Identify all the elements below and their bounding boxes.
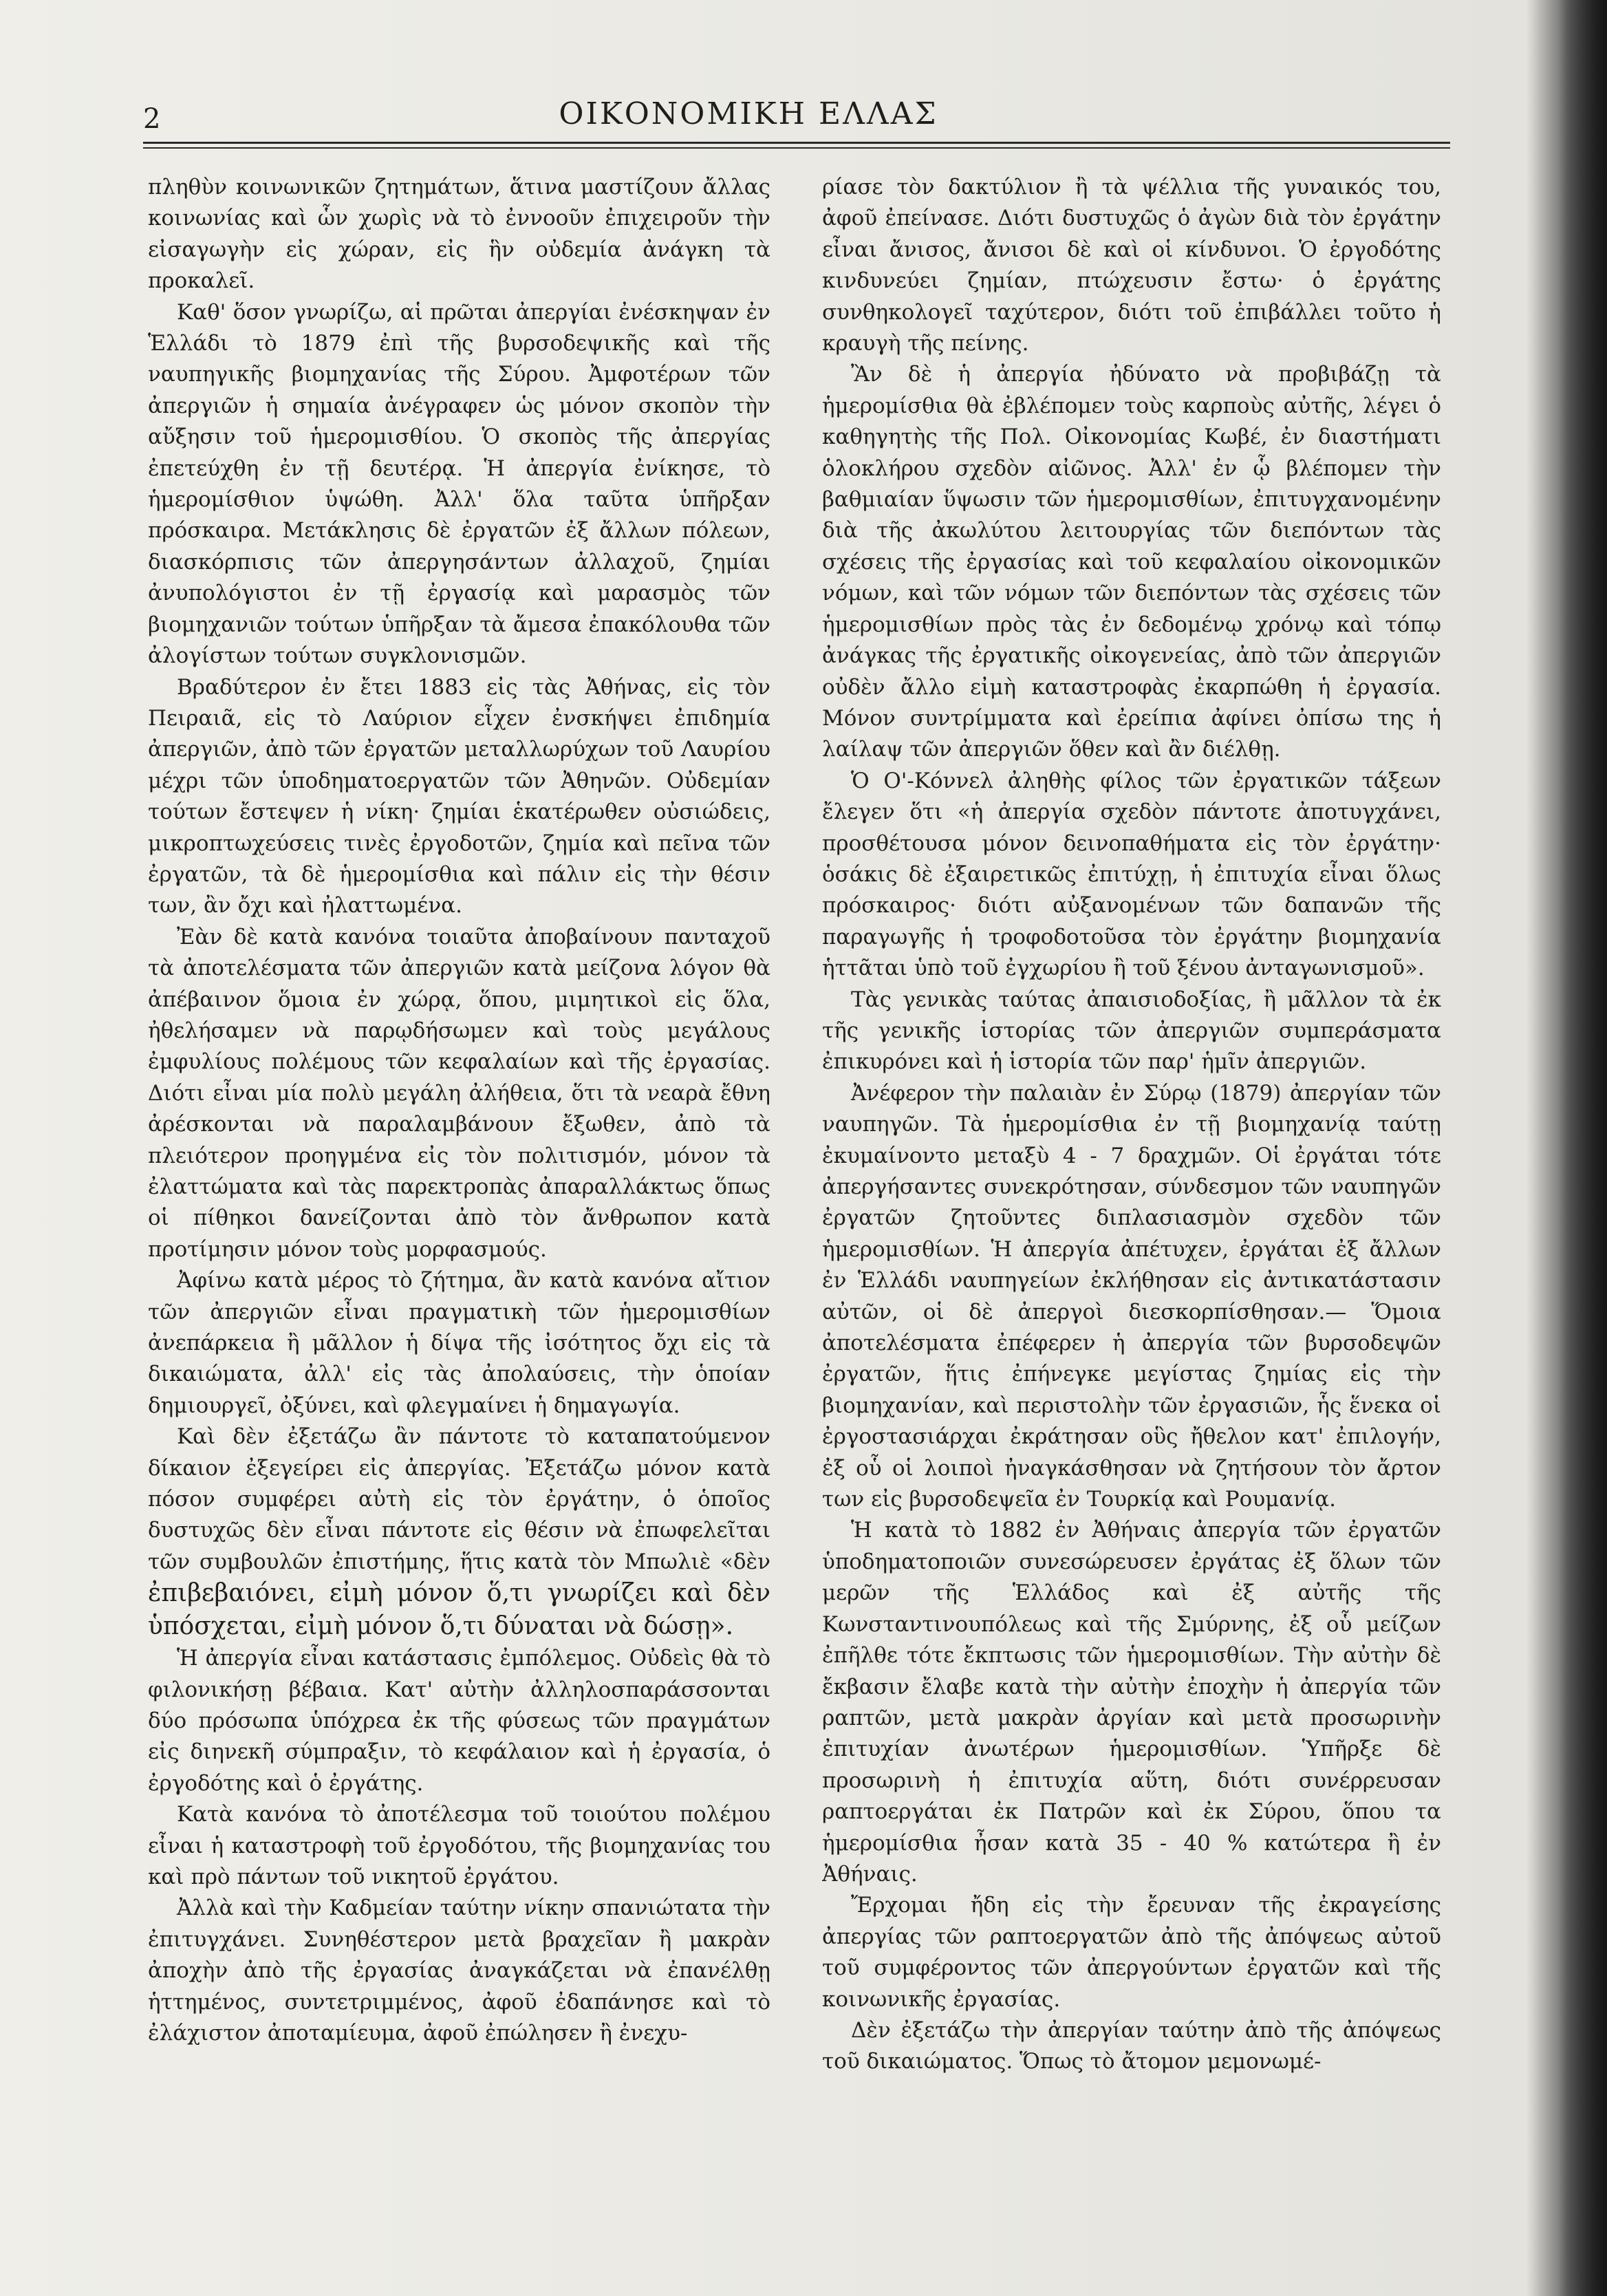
- paragraph: Ἐὰν δὲ κατὰ κανόνα τοιαῦτα ἀποβαίνουν πανταχοῦ τὰ ἀποτελέσματα τῶν ἀπεργιῶν κατὰ μείζονα λόγον θὰ ἀπέβαινον ὅμοια ἐν χώρᾳ, ὅπου, μιμητικοὶ εἰς ὅλα, ἠθελήσαμεν νὰ παρῳδήσωμεν καὶ τοὺς μεγάλους ἐμφυλίους πολέμους τῶν κεφαλαίων καὶ τῆς ἐργασίας. Διότι εἶναι μία πολὺ μεγάλη ἀλήθεια, ὅτι τὰ νεαρὰ ἔθνη ἀρέσκονται νὰ παραλαμβάνουν ἔξωθεν, ἀπὸ τὰ πλειότερον προηγμένα εἰς τὸν πολιτισμόν, μόνον τὰ ἐλαττώματα καὶ τὰς παρεκτροπὰς ἀπαραλλάκτως ὅπως οἱ πίθηκοι δανείζονται ἀπὸ τὸν ἄνθρωπον κατὰ προτίμησιν μόνον τοὺς μορφασμούς.: [148, 924, 770, 1262]
- paragraph: Τὰς γενικὰς ταύτας ἀπαισιοδοξίας, ἢ μᾶλλον τὰ ἐκ τῆς γενικῆς ἱστορίας τῶν ἀπεργιῶν συμπεράσματα ἐπικυρόνει καὶ ἡ ἱστορία τῶν παρ' ἡμῖν ἀπεργιῶν.: [822, 987, 1441, 1075]
- paragraph: Βραδύτερον ἐν ἔτει 1883 εἰς τὰς Ἀθήνας, εἰς τὸν Πειραιᾶ, εἰς τὸ Λαύριον εἶχεν ἐνσκήψει ἐπιδημία ἀπεργιῶν, ἀπὸ τῶν ἐργατῶν μεταλλωρύχων τοῦ Λαυρίου μέχρι τῶν ὑποδηματοεργατῶν τῶν Ἀθηνῶν. Οὐδεμίαν τούτων ἔστεψεν ἡ νίκη· ζημίαι ἑκατέρωθεν οὐσιώδεις, μικροπτωχεύσεις τινὲς ἐργοδοτῶν, ζημία καὶ πεῖνα τῶν ἐργατῶν, τὰ δὲ ἡμερομίσθια καὶ πάλιν εἰς τὴν θέσιν των, ἂν ὄχι καὶ ἠλαττωμένα.: [148, 674, 770, 919]
- page-number: 2: [143, 103, 162, 135]
- paragraph: Κατὰ κανόνα τὸ ἀποτέλεσμα τοῦ τοιούτου πολέμου εἶναι ἡ καταστροφὴ τοῦ ἐργοδότου, τῆς βιομηχανίας του καὶ πρὸ πάντων τοῦ νικητοῦ ἐργάτου.: [148, 1802, 770, 1889]
- paragraph: Ὁ Ο'-Κόννελ ἀληθὴς φίλος τῶν ἐργατικῶν τάξεων ἔλεγεν ὅτι «ἡ ἀπεργία σχεδὸν πάντοτε ἀποτυγχάνει, προσθέτουσα μόνον δεινοπαθήματα εἰς τὸν ἐργάτην· ὁσάκις δὲ ἐξαιρετικῶς ἐπιτύχῃ, ἡ ἐπιτυχία εἶναι ὅλως πρόσκαιρος· διότι αὐξανομένων τῶν δαπανῶν τῆς παραγωγῆς ἡ τροφοδοτοῦσα τὸν ἐργάτην βιομηχανία ἡττᾶται ὑπὸ τοῦ ἐγχωρίου ἢ τοῦ ξένου ἀνταγωνισμοῦ».: [822, 768, 1441, 981]
- paragraph: Δὲν ἐξετάζω τὴν ἀπεργίαν ταύτην ἀπὸ τῆς ἀπόψεως τοῦ δικαιώματος. Ὅπως τὸ ἄτομον μεμονωμέ-: [822, 2017, 1441, 2074]
- binding-shadow: [1559, 0, 1607, 2296]
- header-rule-thin: [143, 147, 1450, 149]
- paragraph: πληθὺν κοινωνικῶν ζητημάτων, ἅτινα μαστίζουν ἄλλας κοινωνίας καὶ ὧν χωρὶς νὰ τὸ ἐννοοῦν ἐπιχειροῦν τὴν εἰσαγωγὴν εἰς χώραν, εἰς ἣν οὐδεμία ἀνάγκη τὰ προκαλεῖ.: [148, 175, 770, 294]
- paragraph: Καθ' ὅσον γνωρίζω, αἱ πρῶται ἀπεργίαι ἐνέσκηψαν ἐν Ἑλλάδι τὸ 1879 ἐπὶ τῆς βυρσοδεψικῆς καὶ τῆς ναυπηγικῆς βιομηχανίας τῆς Σύρου. Ἀμφοτέρων τῶν ἀπεργιῶν ἡ σημαία ἀνέγραφεν ὡς μόνον σκοπὸν τὴν αὔξησιν τοῦ ἡμερομισθίου. Ὁ σκοπὸς τῆς ἀπεργίας ἐπετεύχθη ἐν τῇ δευτέρᾳ. Ἡ ἀπεργία ἐνίκησε, τὸ ἡμερομίσθιον ὑψώθη. Ἀλλ' ὅλα ταῦτα ὑπῆρξαν πρόσκαιρα. Μετάκλησις δὲ ἐργατῶν ἐξ ἄλλων πόλεων, διασκόρπισις τῶν ἀπεργησάντων ἀλλαχοῦ, ζημίαι ἀνυπολόγιστοι ἐν τῇ ἐργασίᾳ καὶ μαρασμὸς τῶν βιομηχανιῶν τούτων ὑπῆρξαν τὰ ἄμεσα ἐπακόλουθα τῶν ἀλογίστων τούτων συγκλονισμῶν.: [148, 299, 770, 669]
- right-column: [822, 172, 1441, 2250]
- paragraph: Ἂν δὲ ἡ ἀπεργία ἠδύνατο νὰ προβιβάζῃ τὰ ἡμερομίσθια θὰ ἐβλέπομεν τοὺς καρποὺς αὐτῆς, λέγει ὁ καθηγητὴς τῆς Πολ. Οἰκονομίας Κωβέ, ἐν διαστήματι ὁλοκλήρου σχεδὸν αἰῶνος. Ἀλλ' ἐν ᾧ βλέπομεν τὴν βαθμιαίαν ὕψωσιν τῶν ἡμερομισθίων, ἐπιτυγχανομένην διὰ τῆς ἀκωλύτου λειτουργίας τῶν διεπόντων τὰς σχέσεις τῆς ἐργασίας καὶ τοῦ κεφαλαίου οἰκονομικῶν νόμων, καὶ τῶν νόμων τῶν διεπόντων τὰς σχέσεις τῶν ἡμερομισθίων πρὸς τὰς ἐν δεδομένῳ χρόνῳ καὶ τόπῳ ἀνάγκας τῆς ἐργατικῆς οἰκογενείας, ἀπὸ τῶν ἀπεργιῶν οὐδὲν ἄλλο εἰμὴ καταστροφὰς ἐκαρπώθη ἡ ἐργασία. Μόνον συντρίμματα καὶ ἐρείπια ἀφίνει ὀπίσω της ἡ λαίλαψ τῶν ἀπεργιῶν ὅθεν καὶ ἂν διέλθῃ.: [822, 362, 1441, 762]
- header-rule: [143, 142, 1450, 144]
- paragraph: Ἀφίνω κατὰ μέρος τὸ ζήτημα, ἂν κατὰ κανόνα αἴτιον τῶν ἀπεργιῶν εἶναι πραγματικὴ τῶν ἡμερομισθίων ἀνεπάρκεια ἢ μᾶλλον ἡ δίψα τῆς ἰσότητος ὄχι εἰς τὰ δικαιώματα, ἀλλ' εἰς τὰς ἀπολαύσεις, τὴν ὁποίαν δημιουργεῖ, ὀξύνει, καὶ φλεγμαίνει ἡ δημαγωγία.: [148, 1268, 770, 1418]
- paragraph: Ἔρχομαι ἤδη εἰς τὴν ἔρευναν τῆς ἐκραγείσης ἀπεργίας τῶν ραπτοεργατῶν ἀπὸ τῆς ἀπόψεως αὐτοῦ τοῦ συμφέροντος τῶν ἀπεργούντων ἐργατῶν καὶ τῆς κοινωνικῆς ἐργασίας.: [822, 1893, 1441, 2012]
- paragraph: ρίασε τὸν δακτύλιον ἢ τὰ ψέλλια τῆς γυναικός του, ἀφοῦ ἐπείνασε. Διότι δυστυχῶς ὁ ἀγὼν διὰ τὸν ἐργάτην εἶναι ἄνισος, ἄνισοι δὲ καὶ οἱ κίνδυνοι. Ὁ ἐργοδότης κινδυνεύει ζημίαν, πτώχευσιν ἔστω· ὁ ἐργάτης συνθηκολογεῖ ταχύτερον, διότι τοῦ ἐπιβάλλει τοῦτο ἡ κραυγὴ τῆς πείνης.: [822, 175, 1441, 356]
- paragraph-text: Καὶ δὲν ἐξετάζω ἂν πάντοτε τὸ καταπατούμενον δίκαιον ἐξεγείρει εἰς ἀπεργίας. Ἐξετάζω μόνον κατὰ πόσον συμφέρει αὐτὴ εἰς τὸν ἐργάτην, ὁ ὁποῖος δυστυχῶς δὲν εἶναι πάντοτε εἰς θέσιν νὰ ἐπωφελεῖται τῶν συμβουλῶν ἐπιστήμης, ἥτις κατὰ τὸν Μπωλιὲ «δὲν: [148, 1424, 770, 1574]
- paragraph: Ἡ κατὰ τὸ 1882 ἐν Ἀθήναις ἀπεργία τῶν ἐργατῶν ὑποδηματοποιῶν συνεσώρευσεν ἐργάτας ἐξ ὅλων τῶν μερῶν τῆς Ἑλλάδος καὶ ἐξ αὐτῆς τῆς Κωνσταντινουπόλεως καὶ τῆς Σμύρνης, ἐξ οὗ μείζων ἐπῆλθε τότε ἔκπτωσις τῶν ἡμερομισθίων. Τὴν αὐτὴν δὲ ἔκβασιν ἔλαβε κατὰ τὴν αὐτὴν ἐποχὴν ἡ ἀπεργία τῶν ραπτῶν, μετὰ μακρὰν ἀργίαν καὶ μετὰ προσωρινὴν ἐπιτυχίαν ἀνωτέρων ἡμερομισθίων. Ὑπῆρξε δὲ προσωρινὴ ἡ ἐπιτυχία αὕτη, διότι συνέρρευσαν ραπτοεργάται ἐκ Πατρῶν καὶ ἐκ Σύρου, ὅπου τα ἡμερομίσθια ἦσαν κατὰ 35 - 40 % κατώτερα ἢ ἐν Ἀθήναις.: [822, 1518, 1441, 1887]
- paragraph: Ἡ ἀπεργία εἶναι κατάστασις ἐμπόλεμος. Οὐδεὶς θὰ τὸ φιλονικήσῃ βέβαια. Κατ' αὐτὴν ἀλληλοσπαράσσονται δύο πρόσωπα ὑπόχρεα ἐκ τῆς φύσεως τῶν πραγμάτων εἰς διηνεκῆ σύμπραξιν, τὸ κεφάλαιον καὶ ἡ ἐργασία, ὁ ἐργοδότης καὶ ὁ ἐργάτης.: [148, 1646, 770, 1796]
- paragraph: Ἀνέφερον τὴν παλαιὰν ἐν Σύρῳ (1879) ἀπεργίαν τῶν ναυπηγῶν. Τὰ ἡμερομίσθια ἐν τῇ βιομηχανίᾳ ταύτῃ ἐκυμαίνοντο μεταξὺ 4 - 7 δραχμῶν. Οἱ ἐργάται τότε ἀπεργήσαντες συνεκρότησαν, σύνδεσμον τῶν ναυπηγῶν ἐργατῶν ζητοῦντες διπλασιασμὸν σχεδὸν τῶν ἡμερομισθίων. Ἡ ἀπεργία ἀπέτυχεν, ἐργάται ἐξ ἄλλων ἐν Ἑλλάδι ναυπηγείων ἐκλήθησαν εἰς ἀντικατάστασιν αὐτῶν, οἱ δὲ ἀπεργοὶ διεσκορπίσθησαν.— Ὅμοια ἀποτελέσματα ἐπέφερεν ἡ ἀπεργία τῶν βυρσοδεψῶν ἐργατῶν, ἥτις ἐπήνεγκε μεγίστας ζημίας εἰς τὴν βιομηχανίαν, καὶ περιστολὴν τῶν ἐργασιῶν, ἧς ἕνεκα οἱ ἐργοστασιάρχαι ἐκράτησαν οὓς ἤθελον κατ' ἐπιλογήν, ἐξ οὗ οἱ λοιποὶ ἠναγκάσθησαν νὰ ζητήσουν τὸν ἄρτον των εἰς βυρσοδεψεῖα ἐν Τουρκίᾳ καὶ Ρουμανίᾳ.: [822, 1080, 1441, 1512]
- paragraph: [148, 1421, 770, 1643]
- quote-large: ἐπιβεβαιόνει, εἰμὴ μόνον ὅ,τι γνωρίζει καὶ δὲν ὑπόσχεται, εἰμὴ μόνον ὅ,τι δύναται νὰ δώσῃ».: [148, 1579, 770, 1640]
- running-head-title: ΟΙΚΟΝΟΜΙΚΗ ΕΛΛΑΣ: [559, 96, 938, 131]
- left-column: [148, 172, 770, 2250]
- paragraph: Ἀλλὰ καὶ τὴν Καδμείαν ταύτην νίκην σπανιώτατα τὴν ἐπιτυγχάνει. Συνηθέστερον μετὰ βραχεῖαν ἢ μακρὰν ἀποχὴν ἀπὸ τῆς ἐργασίας ἀναγκάζεται νὰ ἐπανέλθῃ ἡττημένος, συντετριμμένος, ἀφοῦ ἐδαπάνησε καὶ τὸ ἐλάχιστον ἀποταμίευμα, ἀφοῦ ἐπώλησεν ἢ ἐνεχυ-: [148, 1896, 770, 2046]
